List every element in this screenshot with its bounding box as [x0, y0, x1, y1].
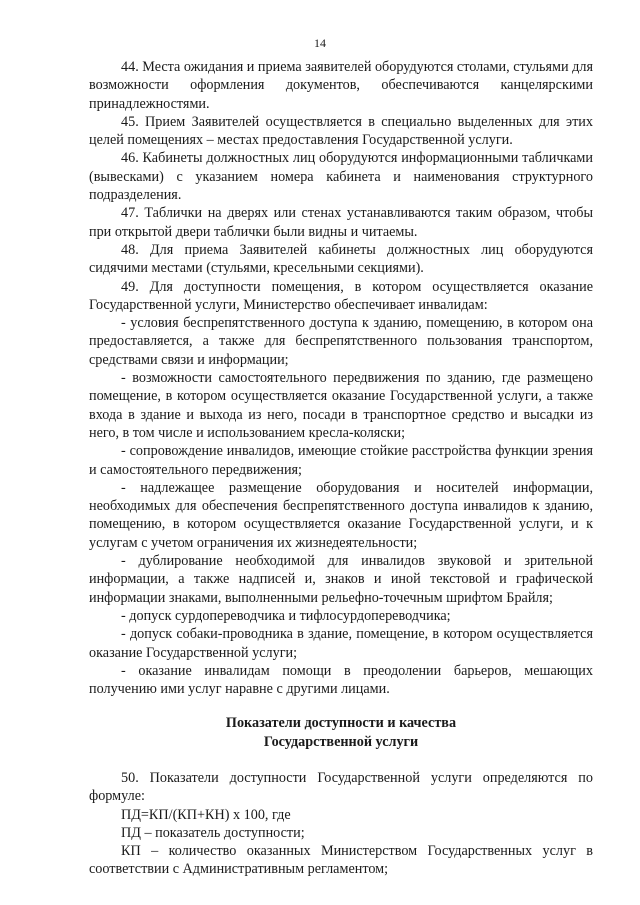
- page-number: 14: [314, 36, 326, 50]
- list-item-sign-interpreter: - допуск сурдопереводчика и тифлосурдопереводчика;: [121, 607, 451, 624]
- paragraph-50: 50. Показатели доступности Государственной услуги определяются по формуле:: [89, 769, 593, 805]
- paragraph-46: 46. Кабинеты должностных лиц оборудуются информационными табличками (вывесками) с указанием номера кабинета и наименования структурного подразделения.: [89, 150, 593, 204]
- document-body: [89, 58, 593, 879]
- list-item-movement: - возможности самостоятельного передвижения по зданию, где размещено помещение, в котором осуществляется оказание Государственной услуги, а также входа в здание и выхода из него, посади в транспортное средство и высадки из него, в том числе и использованием кресла-коляски;: [89, 370, 593, 441]
- paragraph-48: 48. Для приема Заявителей кабинеты должностных лиц оборудуются сидячими местами (стульями, кресельными секциями).: [89, 241, 593, 277]
- list-item-barrier-assistance: - оказание инвалидам помощи в преодолении барьеров, мешающих получению ими услуг наравне с другими лицами.: [89, 662, 593, 698]
- section-heading-line-1: Показатели доступности и качества: [225, 715, 457, 732]
- definition-kp: КП – количество оказанных Министерством Государственных услуг в соответствии с Административным регламентом;: [89, 843, 593, 878]
- paragraph-49: 49. Для доступности помещения, в котором осуществляется оказание Государственной услуги, Министерство обеспечивает инвалидам:: [89, 278, 593, 313]
- paragraph-47: 47. Таблички на дверях или стенах устанавливаются таким образом, чтобы при открытой двери таблички были видны и читаемы.: [89, 205, 593, 240]
- section-heading: [89, 714, 593, 751]
- definition-pd: ПД – показатель доступности;: [121, 824, 305, 841]
- list-item-access-conditions: - условия беспрепятственного доступа к зданию, помещению, в котором она предоставляется, а также для беспрепятственного пользования транспортом, средствами связи и информации;: [89, 315, 593, 368]
- section-heading-line-2: Государственной услуги: [263, 733, 419, 750]
- list-item-guide-dog: - допуск собаки-проводника в здание, помещение, в котором осуществляется оказание Государственной услуги;: [89, 626, 593, 661]
- paragraph-45: 45. Прием Заявителей осуществляется в специально выделенных для этих целей помещениях – местах предоставления Государственной услуги.: [89, 113, 593, 149]
- list-item-braille-duplication: - дублирование необходимой для инвалидов звуковой и зрительной информации, а также надписей и, знаков и иной текстовой и графической информации знаками, выполненными рельефно-точечным шрифтом Брайля;: [89, 553, 593, 606]
- formula: ПД=КП/(КП+КН) х 100, где: [121, 806, 291, 823]
- list-item-escort: - сопровождение инвалидов, имеющие стойкие расстройства функции зрения и самостоятельного передвижения;: [89, 443, 593, 478]
- paragraph-44: 44. Места ожидания и приема заявителей оборудуются столами, стульями для возможности оформления документов, обеспечиваются канцелярскими принадлежностями.: [89, 59, 593, 112]
- list-item-equipment-placement: - надлежащее размещение оборудования и носителей информации, необходимых для обеспечения беспрепятственного доступа инвалидов к зданию, помещению, в котором осуществляется оказание Государственной услуги, и к услугам с учетом ограничения их жизнедеятельности;: [89, 479, 593, 551]
